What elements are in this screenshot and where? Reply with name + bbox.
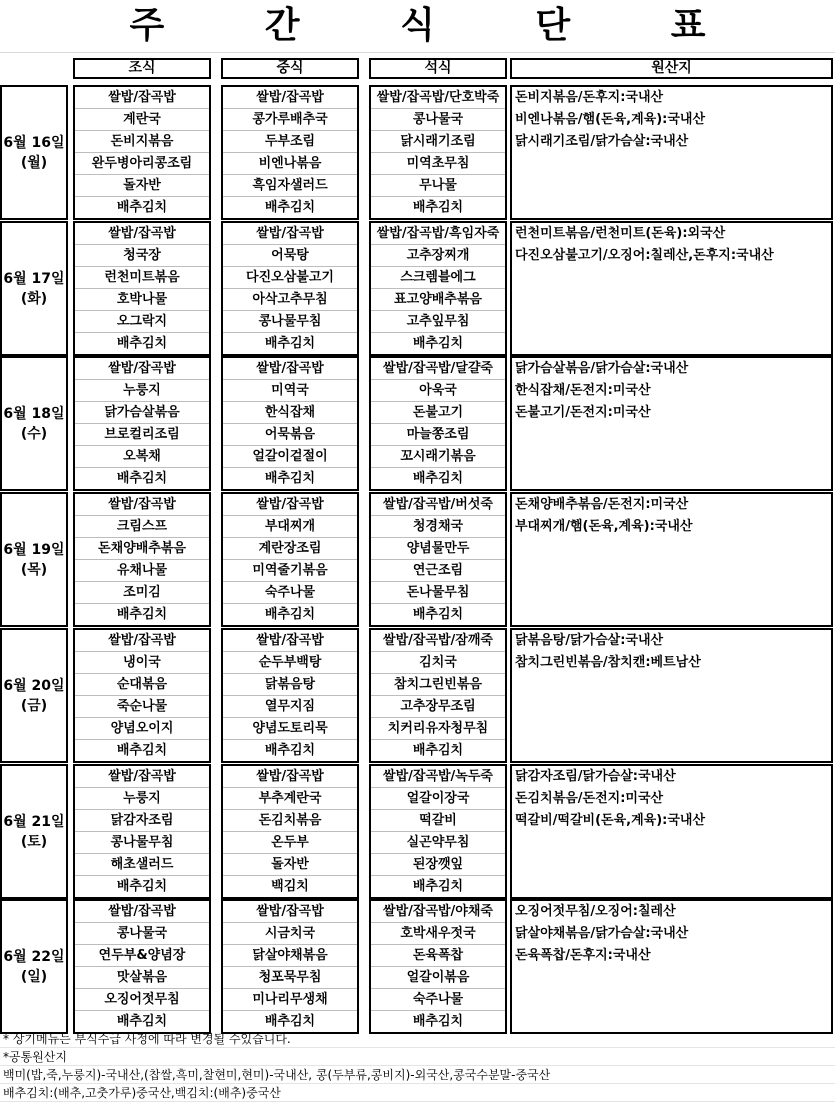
dinner-item: 치커리유자청무침 xyxy=(371,718,505,740)
breakfast-item: 돈비지볶음 xyxy=(75,131,209,153)
breakfast-item: 돈채양배추볶음 xyxy=(75,538,209,560)
breakfast-item: 배추김치 xyxy=(116,1014,168,1029)
breakfast-item: 누룽지 xyxy=(75,788,209,810)
dinner-item: 꼬시래기볶음 xyxy=(371,446,505,468)
dinner-item: 쌀밥/잡곡밥/흑임자죽 xyxy=(371,223,505,245)
breakfast-item: 닭감자조림 xyxy=(75,810,209,832)
lunch-item: 돌자반 xyxy=(223,854,357,876)
lunch-item: 부대찌개 xyxy=(223,516,357,538)
origin-column xyxy=(510,356,833,491)
breakfast-column xyxy=(73,356,211,491)
breakfast-item: 오징어젓무침 xyxy=(75,989,209,1011)
dinner-item: 무나물 xyxy=(371,175,505,197)
day-weekday: (수) xyxy=(20,425,48,442)
dinner-item: 얼갈이장국 xyxy=(371,788,505,810)
lunch-item: 계란장조림 xyxy=(223,538,357,560)
breakfast-item: 완두병아리콩조림 xyxy=(75,153,209,175)
footnote-line: * 상기메뉴는 부식수급 사정에 따라 변경될 수있습니다. xyxy=(0,1030,835,1048)
breakfast-item: 누룽지 xyxy=(75,380,209,402)
lunch-item: 시금치국 xyxy=(223,923,357,945)
day-weekday: (토) xyxy=(20,833,48,850)
day-block xyxy=(0,764,835,899)
origin-item: 돈채양배추볶음/돈전지:미국산 xyxy=(515,497,689,512)
header-lunch: 중식 xyxy=(221,58,359,79)
lunch-item: 배추김치 xyxy=(264,200,316,215)
dinner-item: 돈나물무침 xyxy=(371,582,505,604)
dinner-item: 돈육폭찹 xyxy=(371,945,505,967)
origin-item: 부대찌개/햄(돈육,계육):국내산 xyxy=(515,519,693,534)
breakfast-item: 쌀밥/잡곡밥 xyxy=(75,87,209,109)
dinner-column xyxy=(369,492,507,627)
origin-item: 런천미트볶음/런천미트(돈육):외국산 xyxy=(515,226,726,241)
dinner-item: 쌀밥/잡곡밥/버섯죽 xyxy=(371,494,505,516)
lunch-item: 배추김치 xyxy=(264,336,316,351)
breakfast-item: 쌀밥/잡곡밥 xyxy=(75,223,209,245)
lunch-item: 쌀밥/잡곡밥 xyxy=(223,630,357,652)
day-block xyxy=(0,492,835,627)
lunch-item: 배추김치 xyxy=(264,1014,316,1029)
breakfast-item: 배추김치 xyxy=(116,336,168,351)
day-label xyxy=(0,899,68,1034)
dinner-item: 닭시래기조림 xyxy=(371,131,505,153)
dinner-item: 배추김치 xyxy=(412,200,464,215)
day-label xyxy=(0,85,68,220)
origin-item: 한식잡채/돈전지:미국산 xyxy=(515,383,651,398)
dinner-item: 마늘쫑조림 xyxy=(371,424,505,446)
dinner-item: 스크렘블에그 xyxy=(371,267,505,289)
day-date: 6월 19일 xyxy=(3,541,65,558)
origin-item: 닭볶음탕/닭가슴살:국내산 xyxy=(515,633,664,648)
origin-column xyxy=(510,899,833,1034)
lunch-item: 다진오삼불고기 xyxy=(223,267,357,289)
lunch-item: 쌀밥/잡곡밥 xyxy=(223,494,357,516)
day-date: 6월 17일 xyxy=(3,270,65,287)
dinner-item: 배추김치 xyxy=(412,1014,464,1029)
breakfast-item: 배추김치 xyxy=(116,200,168,215)
origin-column xyxy=(510,221,833,356)
origin-column xyxy=(510,492,833,627)
header-origin: 원산지 xyxy=(510,58,833,79)
lunch-item: 청포묵무침 xyxy=(223,967,357,989)
breakfast-column xyxy=(73,492,211,627)
lunch-item: 배추김치 xyxy=(264,471,316,486)
lunch-item: 어묵탕 xyxy=(223,245,357,267)
lunch-column xyxy=(221,899,359,1034)
lunch-item: 비엔나볶음 xyxy=(223,153,357,175)
day-label xyxy=(0,628,68,763)
lunch-item: 돈김치볶음 xyxy=(223,810,357,832)
day-weekday: (금) xyxy=(20,697,48,714)
origin-item: 닭살야채볶음/닭가슴살:국내산 xyxy=(515,926,689,941)
breakfast-column xyxy=(73,628,211,763)
dinner-item: 고추장찌개 xyxy=(371,245,505,267)
origin-item: 닭감자조림/닭가슴살:국내산 xyxy=(515,769,676,784)
dinner-column xyxy=(369,899,507,1034)
breakfast-item: 배추김치 xyxy=(116,471,168,486)
breakfast-item: 브로컬리조림 xyxy=(75,424,209,446)
origin-item: 닭시래기조림/닭가슴살:국내산 xyxy=(515,134,689,149)
dinner-item: 김치국 xyxy=(371,652,505,674)
breakfast-column xyxy=(73,221,211,356)
lunch-item: 미역줄기볶음 xyxy=(223,560,357,582)
day-weekday: (월) xyxy=(20,154,48,171)
footnote-line: 백미(밥,죽,누룽지)-국내산,(찹쌀,흑미,찰현미,현미)-국내산, 콩(두부류,콩비지)-외국산,콩국수분말-중국산 xyxy=(0,1066,835,1084)
origin-item: 돈불고기/돈전지:미국산 xyxy=(515,405,651,420)
day-date: 6월 18일 xyxy=(3,405,65,422)
breakfast-item: 해초샐러드 xyxy=(75,854,209,876)
breakfast-item: 오그락지 xyxy=(75,311,209,333)
origin-item: 오징어젓무침/오징어:칠레산 xyxy=(515,904,676,919)
lunch-item: 양념도토리묵 xyxy=(223,718,357,740)
origin-item: 비엔나볶음/햄(돈육,계육):국내산 xyxy=(515,112,706,127)
origin-item: 돈김치볶음/돈전지:미국산 xyxy=(515,791,664,806)
dinner-item: 쌀밥/잡곡밥/단호박죽 xyxy=(371,87,505,109)
day-date: 6월 20일 xyxy=(3,677,65,694)
lunch-item: 닭볶음탕 xyxy=(223,674,357,696)
dinner-item: 콩나물국 xyxy=(371,109,505,131)
dinner-column xyxy=(369,85,507,220)
day-label xyxy=(0,221,68,356)
day-label xyxy=(0,764,68,899)
lunch-item: 순두부백탕 xyxy=(223,652,357,674)
origin-column xyxy=(510,764,833,899)
breakfast-item: 호박나물 xyxy=(75,289,209,311)
lunch-item: 한식잡채 xyxy=(223,402,357,424)
lunch-item: 부추계란국 xyxy=(223,788,357,810)
breakfast-item: 죽순나물 xyxy=(75,696,209,718)
dinner-item: 얼갈이볶음 xyxy=(371,967,505,989)
lunch-item: 배추김치 xyxy=(264,607,316,622)
dinner-item: 고추잎무침 xyxy=(371,311,505,333)
breakfast-item: 쌀밥/잡곡밥 xyxy=(75,494,209,516)
dinner-column xyxy=(369,764,507,899)
day-weekday: (목) xyxy=(20,561,48,578)
breakfast-item: 냉이국 xyxy=(75,652,209,674)
dinner-item: 쌀밥/잡곡밥/녹두죽 xyxy=(371,766,505,788)
breakfast-item: 오복채 xyxy=(75,446,209,468)
dinner-item: 돈불고기 xyxy=(371,402,505,424)
breakfast-item: 배추김치 xyxy=(116,743,168,758)
lunch-column xyxy=(221,221,359,356)
breakfast-item: 배추김치 xyxy=(116,607,168,622)
dinner-item: 쌀밥/잡곡밥/야채죽 xyxy=(371,901,505,923)
origin-column xyxy=(510,628,833,763)
breakfast-item: 쌀밥/잡곡밥 xyxy=(75,630,209,652)
lunch-item: 흑임자샐러드 xyxy=(223,175,357,197)
lunch-item: 쌀밥/잡곡밥 xyxy=(223,87,357,109)
lunch-item: 콩가루배추국 xyxy=(223,109,357,131)
lunch-item: 쌀밥/잡곡밥 xyxy=(223,766,357,788)
breakfast-item: 쌀밥/잡곡밥 xyxy=(75,358,209,380)
dinner-item: 실곤약무침 xyxy=(371,832,505,854)
breakfast-item: 양념오이지 xyxy=(75,718,209,740)
breakfast-item: 쌀밥/잡곡밥 xyxy=(75,901,209,923)
lunch-item: 백김치 xyxy=(271,879,309,894)
lunch-item: 어묵볶음 xyxy=(223,424,357,446)
header-dinner: 석식 xyxy=(369,58,507,79)
dinner-item: 쌀밥/잡곡밥/달걀죽 xyxy=(371,358,505,380)
lunch-column xyxy=(221,628,359,763)
dinner-item: 숙주나물 xyxy=(371,989,505,1011)
dinner-column xyxy=(369,628,507,763)
breakfast-item: 조미김 xyxy=(75,582,209,604)
dinner-item: 아욱국 xyxy=(371,380,505,402)
dinner-item: 배추김치 xyxy=(412,743,464,758)
origin-item: 떡갈비/떡갈비(돈육,계육):국내산 xyxy=(515,813,706,828)
origin-item: 돈비지볶음/돈후지:국내산 xyxy=(515,90,664,105)
breakfast-column xyxy=(73,899,211,1034)
origin-item: 닭가슴살볶음/닭가슴살:국내산 xyxy=(515,361,689,376)
dinner-item: 양념물만두 xyxy=(371,538,505,560)
day-date: 6월 16일 xyxy=(3,134,65,151)
day-block xyxy=(0,85,835,220)
day-label xyxy=(0,492,68,627)
lunch-column xyxy=(221,492,359,627)
lunch-item: 쌀밥/잡곡밥 xyxy=(223,358,357,380)
dinner-item: 청경채국 xyxy=(371,516,505,538)
day-date: 6월 22일 xyxy=(3,948,65,965)
lunch-column xyxy=(221,764,359,899)
breakfast-item: 배추김치 xyxy=(116,879,168,894)
breakfast-item: 맛살볶음 xyxy=(75,967,209,989)
day-block xyxy=(0,899,835,1034)
dinner-item: 호박새우젓국 xyxy=(371,923,505,945)
breakfast-column xyxy=(73,764,211,899)
breakfast-item: 계란국 xyxy=(75,109,209,131)
lunch-item: 닭살야채볶음 xyxy=(223,945,357,967)
dinner-item: 배추김치 xyxy=(412,471,464,486)
dinner-item: 배추김치 xyxy=(412,879,464,894)
lunch-item: 열무지짐 xyxy=(223,696,357,718)
dinner-item: 고추장무조림 xyxy=(371,696,505,718)
breakfast-item: 쌀밥/잡곡밥 xyxy=(75,766,209,788)
dinner-item: 된장깻잎 xyxy=(371,854,505,876)
day-date: 6월 21일 xyxy=(3,813,65,830)
lunch-column xyxy=(221,356,359,491)
dinner-item: 연근조림 xyxy=(371,560,505,582)
footnote-line: 배추김치:(배추,고춧가루)중국산,백김치:(배추)중국산 xyxy=(0,1084,835,1102)
origin-item: 돈육폭찹/돈후지:국내산 xyxy=(515,948,651,963)
dinner-item: 배추김치 xyxy=(412,336,464,351)
day-block xyxy=(0,356,835,491)
lunch-item: 숙주나물 xyxy=(223,582,357,604)
dinner-column xyxy=(369,221,507,356)
lunch-item: 쌀밥/잡곡밥 xyxy=(223,223,357,245)
day-block xyxy=(0,628,835,763)
breakfast-column xyxy=(73,85,211,220)
lunch-item: 미역국 xyxy=(223,380,357,402)
breakfast-item: 크림스프 xyxy=(75,516,209,538)
lunch-item: 배추김치 xyxy=(264,743,316,758)
lunch-item: 콩나물무침 xyxy=(223,311,357,333)
lunch-item: 온두부 xyxy=(223,832,357,854)
dinner-item: 표고양배추볶음 xyxy=(371,289,505,311)
breakfast-item: 닭가슴살볶음 xyxy=(75,402,209,424)
breakfast-item: 청국장 xyxy=(75,245,209,267)
breakfast-item: 돌자반 xyxy=(75,175,209,197)
dinner-item: 참치그린빈볶음 xyxy=(371,674,505,696)
breakfast-item: 순대볶음 xyxy=(75,674,209,696)
origin-column xyxy=(510,85,833,220)
dinner-item: 떡갈비 xyxy=(371,810,505,832)
lunch-item: 아삭고추무침 xyxy=(223,289,357,311)
origin-item: 다진오삼불고기/오징어:칠레산,돈후지:국내산 xyxy=(515,248,774,263)
footnote-line: *공통원산지 xyxy=(0,1048,835,1066)
breakfast-item: 연두부&양념장 xyxy=(75,945,209,967)
breakfast-item: 런천미트볶음 xyxy=(75,267,209,289)
dinner-item: 미역초무침 xyxy=(371,153,505,175)
dinner-item: 배추김치 xyxy=(412,607,464,622)
lunch-item: 두부조림 xyxy=(223,131,357,153)
header-breakfast: 조식 xyxy=(73,58,211,79)
dinner-item: 쌀밥/잡곡밥/잠깨죽 xyxy=(371,630,505,652)
breakfast-item: 유채나물 xyxy=(75,560,209,582)
lunch-item: 얼갈이겉절이 xyxy=(223,446,357,468)
lunch-item: 미나리무생채 xyxy=(223,989,357,1011)
breakfast-item: 콩나물국 xyxy=(75,923,209,945)
origin-item: 참치그린빈볶음/참치캔:베트남산 xyxy=(515,655,701,670)
dinner-column xyxy=(369,356,507,491)
day-block xyxy=(0,221,835,356)
day-label xyxy=(0,356,68,491)
breakfast-item: 콩나물무침 xyxy=(75,832,209,854)
lunch-column xyxy=(221,85,359,220)
page-title: 주 간 식 단 표 xyxy=(0,0,835,53)
lunch-item: 쌀밥/잡곡밥 xyxy=(223,901,357,923)
day-weekday: (화) xyxy=(20,290,48,307)
day-weekday: (일) xyxy=(20,968,48,985)
